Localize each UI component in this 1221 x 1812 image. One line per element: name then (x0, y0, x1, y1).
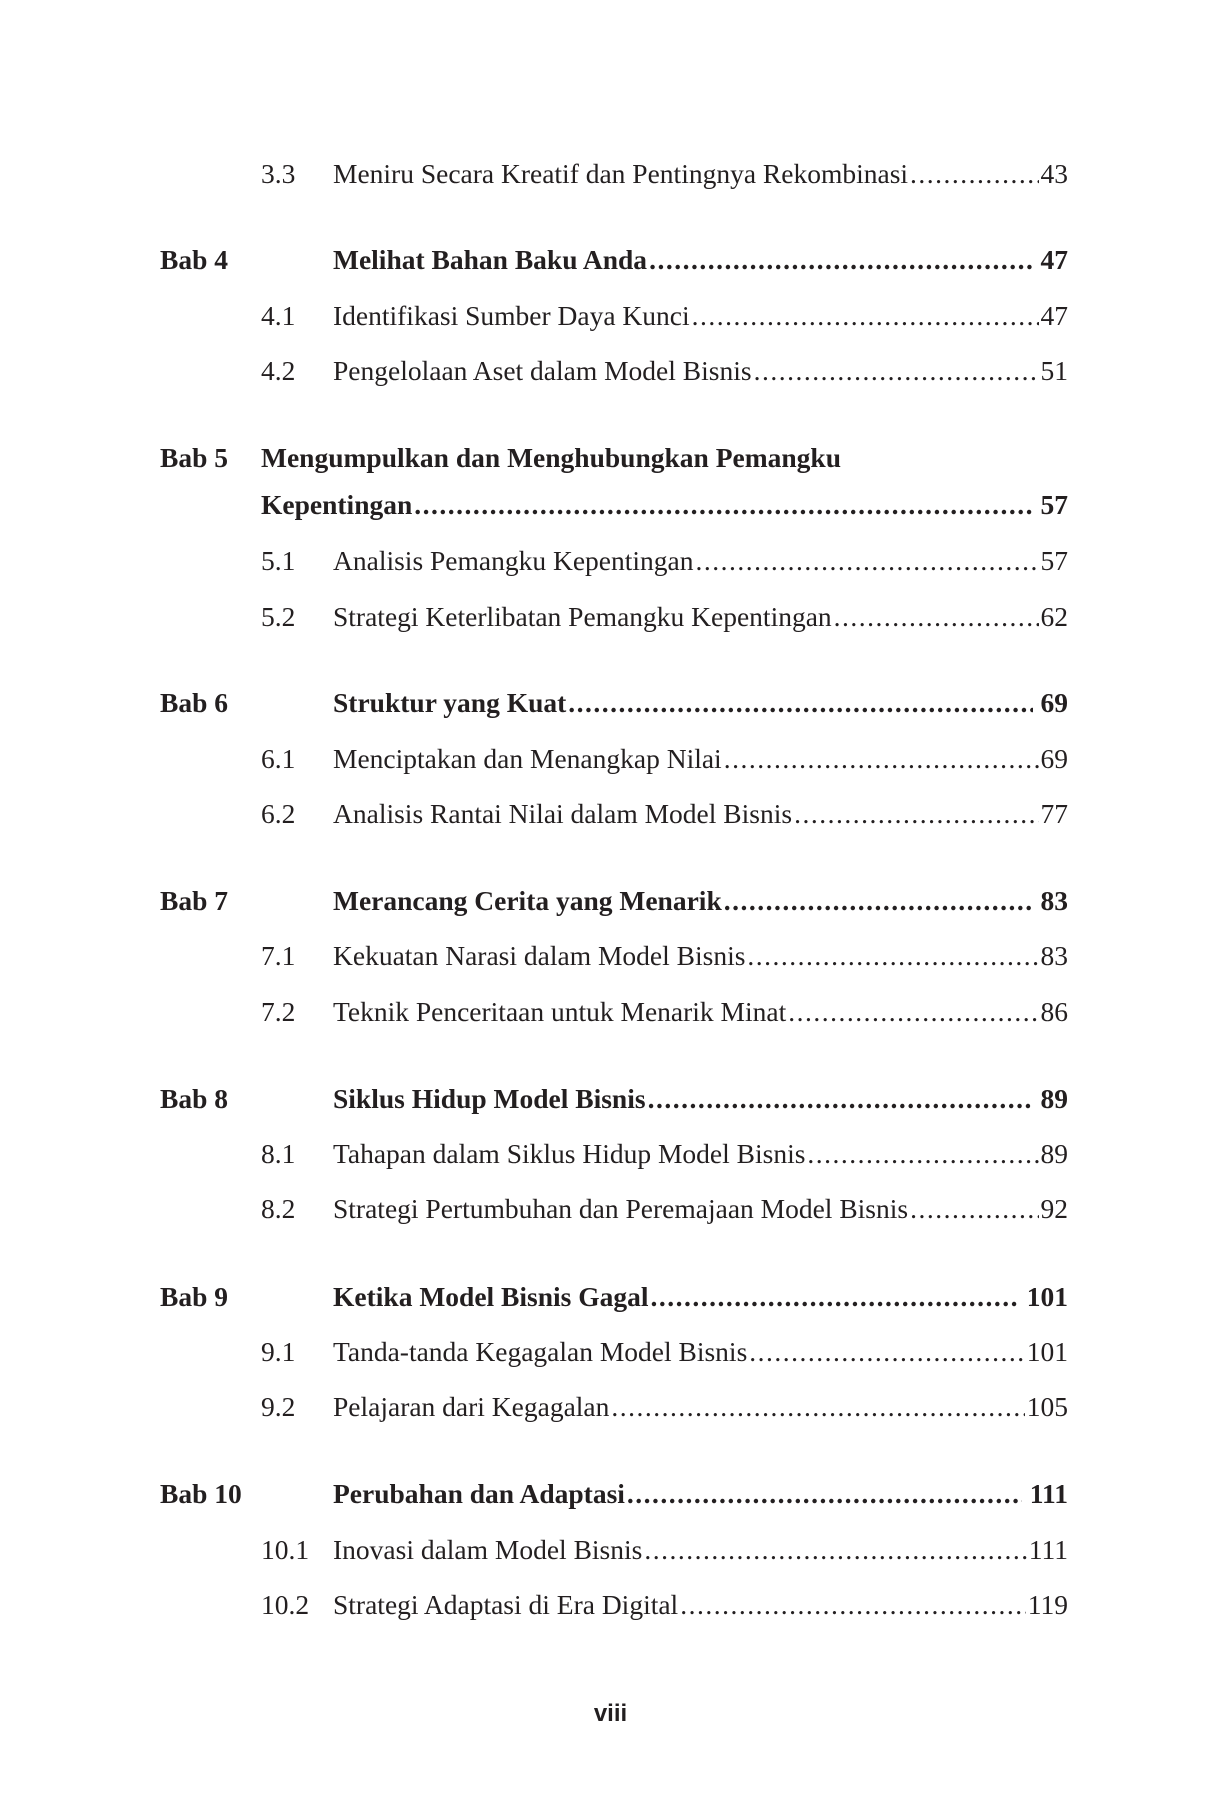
page-number: 119 (1027, 1589, 1068, 1620)
section-number: 10.2 (261, 1589, 310, 1620)
dot-leader (807, 1132, 1038, 1176)
dot-leader (749, 1330, 1024, 1374)
section-number: 3.3 (261, 158, 296, 189)
chapter-label: Bab 6 (160, 687, 229, 718)
page-number: 101 (1026, 1281, 1068, 1312)
page-number: 57 (1040, 489, 1068, 520)
dot-leader (910, 152, 1038, 196)
section-number: 6.1 (261, 743, 296, 774)
page-number: 77 (1040, 798, 1068, 829)
toc-chapter-8[interactable] (0, 1077, 1221, 1121)
section-number: 5.1 (261, 545, 296, 576)
dot-leader (627, 1472, 1022, 1516)
dot-leader (747, 934, 1038, 978)
section-title: Menciptakan dan Menangkap Nilai (333, 743, 722, 774)
toc-chapter-10[interactable] (0, 1472, 1221, 1516)
chapter-label: Bab 5 (160, 442, 229, 473)
toc-section-10-1[interactable] (0, 1528, 1221, 1572)
chapter-label: Bab 8 (160, 1083, 229, 1114)
page-number: 47 (1040, 244, 1068, 275)
section-title: Teknik Penceritaan untuk Menarik Minat (333, 996, 787, 1027)
toc-chapter-9[interactable] (0, 1275, 1221, 1319)
dot-leader (724, 879, 1033, 923)
dot-leader (611, 1385, 1024, 1429)
toc-section-6-1[interactable] (0, 737, 1221, 781)
dot-leader (644, 1528, 1026, 1572)
section-title: Pengelolaan Aset dalam Model Bisnis (333, 355, 752, 386)
page-number: 101 (1026, 1336, 1068, 1367)
toc-section-10-2[interactable] (0, 1583, 1221, 1627)
page-number: 105 (1026, 1391, 1068, 1422)
chapter-title: Merancang Cerita yang Menarik (333, 885, 722, 916)
page-number: 62 (1040, 601, 1068, 632)
section-title: Analisis Pemangku Kepentingan (333, 545, 694, 576)
toc-chapter-6[interactable] (0, 681, 1221, 725)
page-number: 83 (1040, 885, 1068, 916)
toc-chapter-5-continued[interactable] (0, 483, 1221, 527)
chapter-label: Bab 4 (160, 244, 229, 275)
section-number: 10.1 (261, 1534, 310, 1565)
section-number: 7.2 (261, 996, 296, 1027)
section-title: Kekuatan Narasi dalam Model Bisnis (333, 940, 746, 971)
toc-section-4-2[interactable] (0, 349, 1221, 393)
chapter-title: Struktur yang Kuat (333, 687, 567, 718)
dot-leader (692, 294, 1039, 338)
toc-chapter-4[interactable] (0, 238, 1221, 282)
page-number: 43 (1040, 158, 1068, 189)
page-number: 111 (1028, 1534, 1068, 1565)
section-number: 5.2 (261, 601, 296, 632)
toc-chapter-5[interactable] (0, 436, 1221, 480)
toc-section-6-2[interactable] (0, 792, 1221, 836)
toc-section-8-2[interactable] (0, 1187, 1221, 1231)
dot-leader (696, 539, 1039, 583)
page-number: 86 (1040, 996, 1068, 1027)
chapter-label: Bab 10 (160, 1478, 242, 1509)
toc-section-9-1[interactable] (0, 1330, 1221, 1374)
toc-section-8-1[interactable] (0, 1132, 1221, 1176)
dot-leader (724, 737, 1039, 781)
page-number: 92 (1040, 1193, 1068, 1224)
toc-chapter-7[interactable] (0, 879, 1221, 923)
chapter-label: Bab 7 (160, 885, 229, 916)
toc-section-7-2[interactable] (0, 990, 1221, 1034)
chapter-title-line-2: Kepentingan (261, 489, 413, 520)
section-number: 8.1 (261, 1138, 296, 1169)
page-number: 111 (1029, 1478, 1068, 1509)
chapter-title: Melihat Bahan Baku Anda (333, 244, 648, 275)
chapter-title: Ketika Model Bisnis Gagal (333, 1281, 649, 1312)
section-number: 7.1 (261, 940, 296, 971)
chapter-title-line-1: Mengumpulkan dan Menghubungkan Pemangku (261, 442, 841, 473)
dot-leader (834, 595, 1039, 639)
section-number: 4.2 (261, 355, 296, 386)
section-title: Identifikasi Sumber Daya Kunci (333, 300, 690, 331)
section-number: 9.1 (261, 1336, 296, 1367)
section-title: Inovasi dalam Model Bisnis (333, 1534, 643, 1565)
dot-leader (754, 349, 1039, 393)
page-number: 69 (1040, 743, 1068, 774)
page-number: 69 (1040, 687, 1068, 718)
section-number: 9.2 (261, 1391, 296, 1422)
section-title: Strategi Keterlibatan Pemangku Kepentingan (333, 601, 832, 632)
section-title: Tanda-tanda Kegagalan Model Bisnis (333, 1336, 748, 1367)
page-folio: viii (593, 1700, 628, 1727)
page-number: 89 (1040, 1083, 1068, 1114)
toc-section-9-2[interactable] (0, 1385, 1221, 1429)
page-number: 51 (1040, 355, 1068, 386)
page-number: 83 (1040, 940, 1068, 971)
dot-leader (794, 792, 1038, 836)
chapter-label: Bab 9 (160, 1281, 229, 1312)
section-title: Pelajaran dari Kegagalan (333, 1391, 610, 1422)
page-number: 47 (1040, 300, 1068, 331)
section-title: Strategi Pertumbuhan dan Peremajaan Model Bisnis (333, 1193, 909, 1224)
section-title: Meniru Secara Kreatif dan Pentingnya Rekombinasi (333, 158, 909, 189)
dot-leader (568, 681, 1032, 725)
toc-section-7-1[interactable] (0, 934, 1221, 978)
section-number: 6.2 (261, 798, 296, 829)
section-number: 8.2 (261, 1193, 296, 1224)
section-title: Tahapan dalam Siklus Hidup Model Bisnis (333, 1138, 806, 1169)
toc-section-4-1[interactable] (0, 294, 1221, 338)
section-title: Analisis Rantai Nilai dalam Model Bisnis (333, 798, 793, 829)
dot-leader (680, 1583, 1026, 1627)
page-number: 89 (1040, 1138, 1068, 1169)
toc-section-3-3[interactable] (0, 152, 1221, 196)
section-number: 4.1 (261, 300, 296, 331)
dot-leader (648, 1077, 1033, 1121)
dot-leader (651, 1275, 1019, 1319)
toc-section-5-2[interactable] (0, 595, 1221, 639)
dot-leader (910, 1187, 1038, 1231)
chapter-title: Perubahan dan Adaptasi (333, 1478, 625, 1509)
toc-section-5-1[interactable] (0, 539, 1221, 583)
dot-leader (788, 990, 1038, 1034)
chapter-title: Siklus Hidup Model Bisnis (333, 1083, 646, 1114)
section-title: Strategi Adaptasi di Era Digital (333, 1589, 679, 1620)
page-number: 57 (1040, 545, 1068, 576)
dot-leader (414, 483, 1032, 527)
dot-leader (649, 238, 1032, 282)
